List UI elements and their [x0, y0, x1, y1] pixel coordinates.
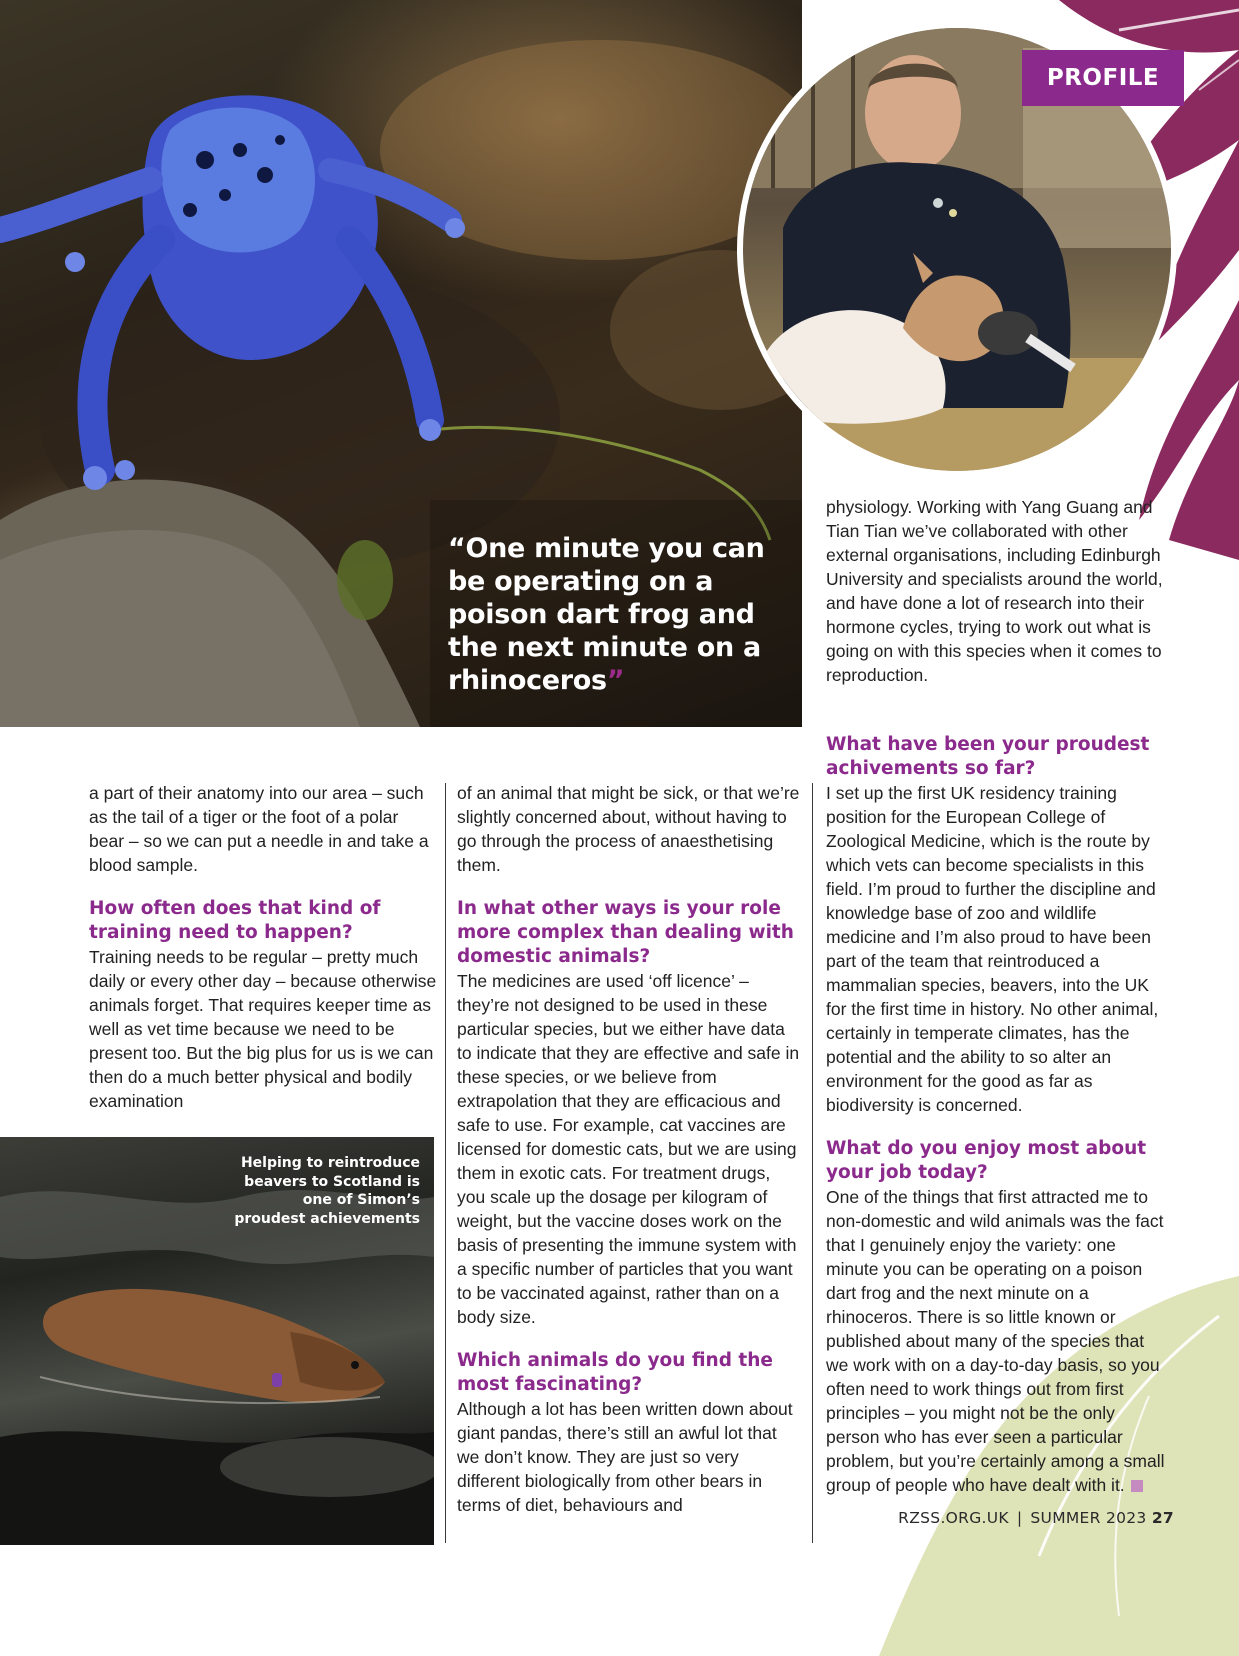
answer-text: One of the things that first attracted me to non-domestic and wild animals was the fact that I genuinely enjoy the variety: one minute you can be operating on a poison dart frog and the next minute on a rhinoceros. There is so little known or published about many of the species that we work with on a day-to-day basis, so you often need to work things out from first principles – you might not be the only person who has ever seen a particular problem, but you’re certainly among a small group of people who have dealt with it. — [826, 1187, 1165, 1495]
page-number: 27 — [1151, 1509, 1174, 1527]
answer-paragraph: Although a lot has been written down about giant pandas, there’s still an awful lot that we don’t know. They are just so very different biologically from other bears in terms of diet, behaviours and — [457, 1399, 793, 1515]
question-heading: What have been your proudest achivements so far? — [826, 734, 1150, 779]
footer-site: RZSS.ORG.UK — [898, 1509, 1009, 1527]
question-heading: Which animals do you find the most fascinating? — [457, 1350, 773, 1395]
body-paragraph: of an animal that might be sick, or that we’re slightly concerned about, without having to go through the process of anaesthetising them. — [457, 783, 800, 875]
column-right — [826, 733, 1171, 1497]
end-of-article-mark — [1131, 1480, 1143, 1492]
body-paragraph: a part of their anatomy into our area – such as the tail of a tiger or the foot of a polar bear – so we can put a needle in and take a blood sample. — [89, 783, 429, 875]
answer-paragraph: I set up the first UK residency training position for the European College of Zoological Medicine, which is the route by which vets can become specialists in this field. I’m proud to further the discipline and knowledge base of zoo and wildlife medicine and I’m also proud to have been part of the team that reintroduced a mammalian species, beavers, into the UK for the first time in history. No other animal, certainly in temperate climates, has the potential and the ability to so alter an environment for the good as far as biodiversity is concerned. — [826, 783, 1159, 1115]
column-divider — [812, 783, 813, 1543]
body-paragraph: physiology. Working with Yang Guang and Tian Tian we’ve collaborated with other external organisations, including Edinburgh University and specialists around the world, and have done a lot of research into their hormone cycles, trying to work out what is going on with this species when it comes to reproduction. — [826, 497, 1163, 685]
column-left — [89, 781, 437, 1113]
poison-dart-frog-photo — [0, 0, 802, 727]
footer-issue: SUMMER 2023 — [1030, 1509, 1147, 1527]
page-footer — [898, 1509, 1174, 1527]
pull-quote-close-mark: ” — [606, 665, 625, 696]
column-divider — [445, 783, 446, 1543]
footer-separator: | — [1016, 1509, 1023, 1527]
answer-paragraph — [826, 1185, 1171, 1497]
question-heading: What do you enjoy most about your job today? — [826, 1138, 1147, 1183]
photo-caption: Helping to reintroduce beavers to Scotland is one of Simon’s proudest achievements — [234, 1155, 420, 1227]
pull-quote-text: “One minute you can be operating on a poison dart frog and the next minute on a rhinoceros — [448, 533, 765, 696]
column-middle — [457, 781, 802, 1517]
column-right-top — [826, 495, 1171, 687]
question-heading: In what other ways is your role more complex than dealing with domestic animals? — [457, 898, 794, 967]
beaver-swimming-photo — [0, 1137, 434, 1545]
question-heading: How often does that kind of training need to happen? — [89, 898, 381, 943]
answer-paragraph: Training needs to be regular – pretty much daily or every other day – because otherwise animals forget. That requires keeper time as well as vet time because we need to be present too. But the big plus for us is we can then do a much better physical and bodily examination — [89, 947, 437, 1111]
section-badge: PROFILE — [1022, 50, 1184, 106]
pull-quote — [448, 532, 788, 697]
answer-paragraph: The medicines are used ‘off licence’ – they’re not designed to be used in these particular species, but we either have data to indicate that they are effective and safe in these species, or we believe from extrapolation that they are efficacious and safe to use. For example, cat vaccines are licensed for domestic cats, but we are using them in exotic cats. For treatment drugs, you scale up the dosage per kilogram of weight, but the vaccine doses work on the basis of presenting the immune system with a specific number of particles that you want to be vaccinated against, rather than on a body size. — [457, 971, 800, 1327]
